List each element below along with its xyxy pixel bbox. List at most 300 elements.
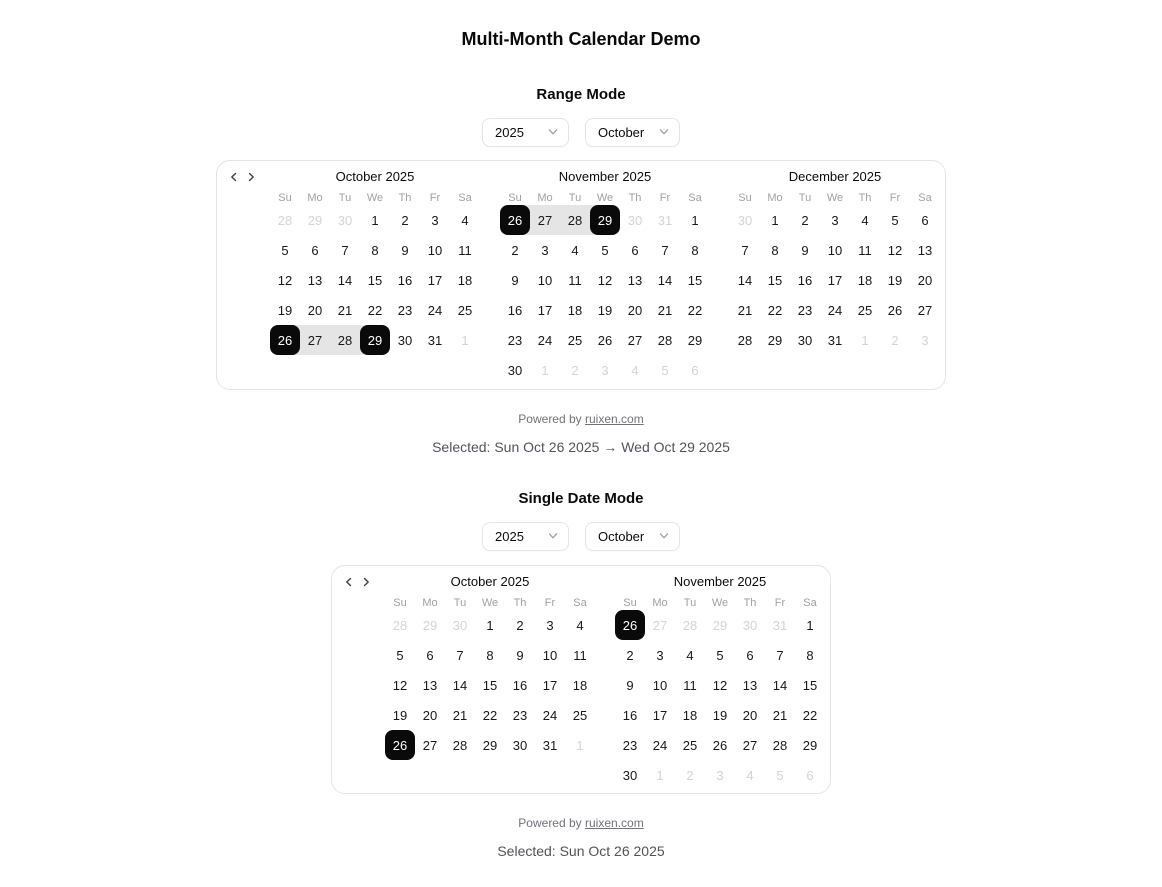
day-cell[interactable]: 27 <box>742 737 758 753</box>
day-cell[interactable]: 21 <box>772 707 788 723</box>
powered-by <box>518 816 643 831</box>
range-year-select[interactable] <box>482 118 569 147</box>
range-year-value: 2025 <box>495 125 524 140</box>
day-cell[interactable]: 23 <box>797 302 813 318</box>
day-cell[interactable]: 24 <box>652 737 668 753</box>
selected-day: 26 <box>615 610 645 640</box>
day-cell[interactable]: 22 <box>802 707 818 723</box>
day-cell[interactable]: 4 <box>576 617 584 633</box>
day-cell[interactable]: 19 <box>712 707 728 723</box>
day-cell[interactable]: 13 <box>627 272 643 288</box>
single-year-value: 2025 <box>495 529 524 544</box>
range-months <box>217 161 945 385</box>
day-cell[interactable]: 28 <box>452 737 468 753</box>
day-cell[interactable]: 28 <box>657 332 673 348</box>
day-cell[interactable]: 2 <box>891 332 899 348</box>
day-cell[interactable]: 2 <box>626 647 634 663</box>
day-cell[interactable]: 9 <box>511 272 519 288</box>
day-cell[interactable]: 30 <box>742 617 758 633</box>
prev-month-button[interactable] <box>342 576 356 590</box>
day-cell[interactable]: 27 <box>422 737 438 753</box>
day-cell[interactable]: 10 <box>827 242 843 258</box>
weekday-label: Th <box>513 597 527 609</box>
day-cell[interactable]: 6 <box>631 242 639 258</box>
day-cell[interactable]: 10 <box>537 272 553 288</box>
day-cell[interactable]: 11 <box>568 272 582 288</box>
day-cell[interactable]: 12 <box>597 272 613 288</box>
selected-day: 26 <box>385 730 415 760</box>
day-cell[interactable]: 7 <box>776 647 784 663</box>
day-cell[interactable]: 26 <box>887 302 903 318</box>
day-cell[interactable]: 17 <box>542 677 558 693</box>
day-cell[interactable]: 31 <box>827 332 843 348</box>
day-cell[interactable]: 30 <box>622 767 638 783</box>
weekday-label: Tu <box>338 192 352 204</box>
month-title: October 2025 <box>450 574 530 589</box>
day-cell[interactable]: 15 <box>367 272 383 288</box>
day-cell[interactable]: 19 <box>277 302 293 318</box>
week-row <box>730 325 940 355</box>
day-cell[interactable] <box>590 205 620 235</box>
weekday-label: Mo <box>652 597 668 609</box>
day-cell[interactable]: 16 <box>512 677 528 693</box>
day-cell[interactable]: 7 <box>661 242 669 258</box>
day-cell[interactable]: 24 <box>427 302 443 318</box>
range-mode-heading: Range Mode <box>536 86 626 103</box>
chevron-right-icon <box>245 171 257 186</box>
chevron-right-icon <box>360 576 372 591</box>
day-cell[interactable]: 28 <box>392 617 408 633</box>
day-cell[interactable]: 1 <box>656 767 664 783</box>
month-november-2025 <box>615 566 825 790</box>
week-row <box>385 610 595 640</box>
weekday-label: Mo <box>537 192 553 204</box>
day-cell[interactable]: 30 <box>397 332 413 348</box>
day-cell[interactable]: 19 <box>887 272 903 288</box>
week-row <box>615 610 825 640</box>
day-cell[interactable]: 18 <box>682 707 698 723</box>
week-row <box>615 760 825 790</box>
day-cell[interactable]: 3 <box>546 617 554 633</box>
day-cell[interactable]: 8 <box>806 647 814 663</box>
day-cell[interactable]: 6 <box>426 647 434 663</box>
day-cell[interactable] <box>270 325 300 355</box>
day-cell[interactable]: 3 <box>716 767 724 783</box>
week-row <box>385 700 595 730</box>
day-cell[interactable]: 1 <box>806 617 814 633</box>
day-cell[interactable]: 15 <box>802 677 818 693</box>
day-cell[interactable]: 13 <box>742 677 758 693</box>
month-december-2025 <box>730 161 940 385</box>
day-cell[interactable]: 1 <box>486 617 494 633</box>
next-month-button[interactable] <box>359 576 373 590</box>
day-cell[interactable]: 1 <box>771 212 779 228</box>
day-cell[interactable]: 18 <box>457 272 473 288</box>
week-row <box>500 265 710 295</box>
day-cell[interactable]: 20 <box>742 707 758 723</box>
day-cell[interactable]: 25 <box>457 302 473 318</box>
day-cell[interactable]: 30 <box>797 332 813 348</box>
day-cell[interactable]: 22 <box>767 302 783 318</box>
selected-day: 26 <box>270 325 300 355</box>
chevron-left-icon <box>343 576 355 591</box>
day-cell[interactable]: 1 <box>371 212 379 228</box>
day-cell[interactable]: 17 <box>537 302 553 318</box>
day-cell[interactable]: 20 <box>917 272 933 288</box>
next-month-button[interactable] <box>244 171 258 185</box>
day-cell[interactable]: 3 <box>921 332 929 348</box>
day-cell[interactable]: 4 <box>686 647 694 663</box>
day-cell[interactable]: 12 <box>392 677 408 693</box>
day-cell[interactable]: 31 <box>427 332 443 348</box>
single-calendar-nav <box>342 576 373 590</box>
day-cell[interactable] <box>500 205 530 235</box>
day-cell[interactable]: 2 <box>516 617 524 633</box>
weekday-label: Fr <box>544 597 556 609</box>
day-cell[interactable]: 8 <box>371 242 379 258</box>
day-cell[interactable] <box>615 610 645 640</box>
day-cell[interactable]: 7 <box>741 242 749 258</box>
day-cell[interactable]: 17 <box>427 272 443 288</box>
chevron-down-icon <box>651 529 669 544</box>
day-cell[interactable]: 1 <box>691 212 699 228</box>
day-cell[interactable]: 25 <box>572 707 588 723</box>
day-cell[interactable]: 11 <box>573 647 587 663</box>
day-cell[interactable]: 21 <box>737 302 753 318</box>
powered-by-link[interactable]: ruixen.com <box>585 816 644 830</box>
chevron-down-icon <box>540 529 558 544</box>
day-cell[interactable]: 30 <box>507 362 523 378</box>
week-row <box>615 670 825 700</box>
week-row <box>500 325 710 355</box>
day-cell[interactable]: 15 <box>687 272 703 288</box>
single-month-select[interactable] <box>585 522 680 551</box>
day-cell[interactable]: 1 <box>576 737 584 753</box>
day-cell[interactable]: 3 <box>601 362 609 378</box>
week-row <box>730 265 940 295</box>
day-cell[interactable]: 24 <box>542 707 558 723</box>
day-cell[interactable]: 28 <box>737 332 753 348</box>
range-month-value: October <box>598 125 645 140</box>
single-calendar-card <box>331 565 831 794</box>
day-cell[interactable]: 6 <box>921 212 929 228</box>
day-cell[interactable]: 6 <box>311 242 319 258</box>
day-cell[interactable]: 18 <box>567 302 583 318</box>
day-cell[interactable]: 16 <box>622 707 638 723</box>
day-cell[interactable]: 22 <box>367 302 383 318</box>
month-title: October 2025 <box>335 169 415 184</box>
day-cell[interactable]: 14 <box>452 677 468 693</box>
day-cell[interactable]: 25 <box>857 302 873 318</box>
week-row <box>730 295 940 325</box>
day-cell[interactable]: 31 <box>772 617 788 633</box>
week-row <box>615 730 825 760</box>
single-select-row <box>482 522 680 551</box>
day-cell[interactable]: 29 <box>767 332 783 348</box>
day-cell[interactable]: 3 <box>656 647 664 663</box>
day-cell[interactable]: 4 <box>861 212 869 228</box>
week-row <box>270 235 480 265</box>
day-cell[interactable]: 23 <box>512 707 528 723</box>
week-row <box>385 730 595 760</box>
day-cell[interactable]: 27 <box>530 205 560 235</box>
day-cell[interactable]: 2 <box>571 362 579 378</box>
day-cell[interactable]: 10 <box>652 677 668 693</box>
day-cell[interactable]: 7 <box>341 242 349 258</box>
day-cell[interactable]: 9 <box>401 242 409 258</box>
weekday-label: Sa <box>573 597 587 609</box>
month-title: December 2025 <box>788 169 882 184</box>
weekday-label: Mo <box>422 597 438 609</box>
day-cell[interactable]: 27 <box>917 302 933 318</box>
day-cell[interactable]: 12 <box>887 242 903 258</box>
day-cell[interactable]: 14 <box>337 272 353 288</box>
week-row <box>385 640 595 670</box>
day-cell[interactable]: 2 <box>686 767 694 783</box>
day-cell[interactable]: 2 <box>801 212 809 228</box>
weekday-row <box>730 191 940 205</box>
day-cell[interactable]: 29 <box>482 737 498 753</box>
week-row <box>615 640 825 670</box>
weekday-row <box>385 596 595 610</box>
weekday-label: Fr <box>889 192 901 204</box>
day-cell[interactable]: 29 <box>687 332 703 348</box>
prev-month-button[interactable] <box>227 171 241 185</box>
day-cell[interactable]: 18 <box>857 272 873 288</box>
day-cell[interactable] <box>360 325 390 355</box>
single-date-mode-section <box>331 455 831 859</box>
weekday-label: Su <box>738 192 752 204</box>
week-row <box>730 235 940 265</box>
single-year-select[interactable] <box>482 522 569 551</box>
day-cell[interactable]: 3 <box>541 242 549 258</box>
day-cell[interactable]: 4 <box>631 362 639 378</box>
page-title: Multi-Month Calendar Demo <box>461 29 701 49</box>
range-select-row <box>482 118 680 147</box>
day-cell[interactable]: 26 <box>597 332 613 348</box>
day-cell[interactable]: 24 <box>827 302 843 318</box>
weekday-label: Tu <box>798 192 812 204</box>
day-cell[interactable]: 19 <box>392 707 408 723</box>
weekday-label: Fr <box>774 597 786 609</box>
day-cell[interactable]: 8 <box>486 647 494 663</box>
day-cell[interactable]: 20 <box>307 302 323 318</box>
week-row <box>500 295 710 325</box>
day-cell[interactable]: 27 <box>300 325 330 355</box>
day-cell[interactable]: 9 <box>626 677 634 693</box>
weekday-label: We <box>366 192 384 204</box>
range-month-select[interactable] <box>585 118 680 147</box>
weekday-label: We <box>711 597 729 609</box>
day-cell[interactable]: 20 <box>627 302 643 318</box>
day-cell[interactable]: 2 <box>511 242 519 258</box>
day-cell[interactable]: 3 <box>831 212 839 228</box>
weekday-label: Tu <box>683 597 697 609</box>
day-cell[interactable]: 1 <box>541 362 549 378</box>
day-cell[interactable]: 5 <box>601 242 609 258</box>
day-cell[interactable]: 11 <box>858 242 872 258</box>
range-mode-section <box>216 49 946 455</box>
day-cell[interactable]: 3 <box>431 212 439 228</box>
day-cell[interactable]: 25 <box>567 332 583 348</box>
day-cell[interactable]: 9 <box>516 647 524 663</box>
weekday-row <box>500 191 710 205</box>
day-cell[interactable]: 8 <box>691 242 699 258</box>
weekday-label: We <box>826 192 844 204</box>
day-cell[interactable]: 30 <box>337 212 353 228</box>
day-cell[interactable]: 12 <box>277 272 293 288</box>
weekday-label: Tu <box>453 597 467 609</box>
day-cell[interactable]: 21 <box>657 302 673 318</box>
day-cell[interactable]: 5 <box>661 362 669 378</box>
day-cell[interactable]: 17 <box>827 272 843 288</box>
day-cell[interactable]: 28 <box>277 212 293 228</box>
day-cell[interactable]: 10 <box>542 647 558 663</box>
day-cell[interactable]: 19 <box>597 302 613 318</box>
week-row <box>615 700 825 730</box>
day-cell[interactable]: 8 <box>771 242 779 258</box>
weekday-label: Th <box>398 192 412 204</box>
day-cell[interactable]: 13 <box>307 272 323 288</box>
weekday-label: Th <box>858 192 872 204</box>
day-cell[interactable]: 14 <box>772 677 788 693</box>
day-cell[interactable]: 30 <box>512 737 528 753</box>
day-cell[interactable]: 28 <box>682 617 698 633</box>
day-cell[interactable]: 13 <box>917 242 933 258</box>
day-cell[interactable]: 4 <box>571 242 579 258</box>
powered-by-link[interactable]: ruixen.com <box>585 412 644 426</box>
weekday-label: Sa <box>803 597 817 609</box>
day-cell[interactable]: 31 <box>542 737 558 753</box>
day-cell[interactable]: 2 <box>401 212 409 228</box>
day-cell[interactable]: 29 <box>802 737 818 753</box>
day-cell[interactable]: 28 <box>560 205 590 235</box>
day-cell[interactable]: 4 <box>461 212 469 228</box>
weekday-label: Sa <box>918 192 932 204</box>
day-cell[interactable]: 10 <box>427 242 443 258</box>
week-row <box>270 325 480 355</box>
weekday-label: We <box>596 192 614 204</box>
month-title: November 2025 <box>673 574 767 589</box>
day-cell[interactable]: 28 <box>772 737 788 753</box>
day-cell[interactable]: 29 <box>422 617 438 633</box>
day-cell[interactable]: 6 <box>806 767 814 783</box>
day-cell[interactable]: 14 <box>737 272 753 288</box>
day-cell[interactable]: 30 <box>737 212 753 228</box>
day-cell[interactable]: 31 <box>657 212 673 228</box>
day-cell[interactable]: 6 <box>746 647 754 663</box>
single-selected-text: Selected: Sun Oct 26 2025 <box>497 843 665 859</box>
day-cell[interactable]: 11 <box>683 677 697 693</box>
week-row <box>270 295 480 325</box>
day-cell[interactable]: 12 <box>712 677 728 693</box>
day-cell[interactable]: 14 <box>657 272 673 288</box>
weekday-label: Fr <box>659 192 671 204</box>
month-october-2025 <box>270 161 480 385</box>
weekday-label: We <box>481 597 499 609</box>
month-title: November 2025 <box>558 169 652 184</box>
week-row <box>500 235 710 265</box>
day-cell[interactable]: 1 <box>461 332 469 348</box>
range-selected-text: Selected: Sun Oct 26 2025 → Wed Oct 29 2025 <box>432 439 730 455</box>
week-row <box>500 205 710 235</box>
day-cell[interactable]: 16 <box>397 272 413 288</box>
day-cell[interactable]: 21 <box>452 707 468 723</box>
selected-day: 29 <box>590 205 620 235</box>
day-cell[interactable] <box>385 730 415 760</box>
chevron-down-icon <box>540 125 558 140</box>
day-cell[interactable]: 23 <box>397 302 413 318</box>
day-cell[interactable]: 23 <box>622 737 638 753</box>
day-cell[interactable]: 5 <box>891 212 899 228</box>
day-cell[interactable]: 5 <box>716 647 724 663</box>
day-cell[interactable]: 16 <box>507 302 523 318</box>
single-month-value: October <box>598 529 645 544</box>
day-cell[interactable]: 24 <box>537 332 553 348</box>
month-october-2025 <box>385 566 595 790</box>
weekday-label: Su <box>508 192 522 204</box>
day-cell[interactable]: 1 <box>861 332 869 348</box>
day-cell[interactable]: 22 <box>687 302 703 318</box>
day-cell[interactable]: 27 <box>652 617 668 633</box>
day-cell[interactable]: 21 <box>337 302 353 318</box>
day-cell[interactable]: 29 <box>307 212 323 228</box>
selected-day: 26 <box>500 205 530 235</box>
day-cell[interactable]: 22 <box>482 707 498 723</box>
week-row <box>500 355 710 385</box>
day-cell[interactable]: 5 <box>281 242 289 258</box>
range-calendar-card <box>216 160 946 390</box>
chevron-left-icon <box>228 171 240 186</box>
weekday-label: Su <box>623 597 637 609</box>
weekday-label: Mo <box>307 192 323 204</box>
day-cell[interactable]: 11 <box>458 242 472 258</box>
week-row <box>270 265 480 295</box>
day-cell[interactable]: 23 <box>507 332 523 348</box>
weekday-row <box>615 596 825 610</box>
day-cell[interactable]: 26 <box>712 737 728 753</box>
day-cell[interactable]: 20 <box>422 707 438 723</box>
range-calendar-nav <box>227 171 258 185</box>
day-cell[interactable]: 18 <box>572 677 588 693</box>
day-cell[interactable]: 27 <box>627 332 643 348</box>
day-cell[interactable]: 4 <box>746 767 754 783</box>
day-cell[interactable]: 9 <box>801 242 809 258</box>
day-cell[interactable]: 15 <box>767 272 783 288</box>
month-november-2025 <box>500 161 710 385</box>
day-cell[interactable]: 5 <box>396 647 404 663</box>
day-cell[interactable]: 25 <box>682 737 698 753</box>
day-cell[interactable]: 30 <box>452 617 468 633</box>
powered-by <box>518 412 643 427</box>
day-cell[interactable]: 7 <box>456 647 464 663</box>
week-row <box>730 205 940 235</box>
day-cell[interactable]: 15 <box>482 677 498 693</box>
day-cell[interactable]: 28 <box>330 325 360 355</box>
day-cell[interactable]: 17 <box>652 707 668 723</box>
day-cell[interactable]: 16 <box>797 272 813 288</box>
day-cell[interactable]: 13 <box>422 677 438 693</box>
weekday-label: Mo <box>767 192 783 204</box>
day-cell[interactable]: 30 <box>627 212 643 228</box>
week-row <box>270 205 480 235</box>
weekday-label: Su <box>278 192 292 204</box>
powered-by-label: Powered by <box>518 816 582 830</box>
day-cell[interactable]: 29 <box>712 617 728 633</box>
day-cell[interactable]: 5 <box>776 767 784 783</box>
day-cell[interactable]: 6 <box>691 362 699 378</box>
single-date-mode-heading: Single Date Mode <box>518 490 644 507</box>
